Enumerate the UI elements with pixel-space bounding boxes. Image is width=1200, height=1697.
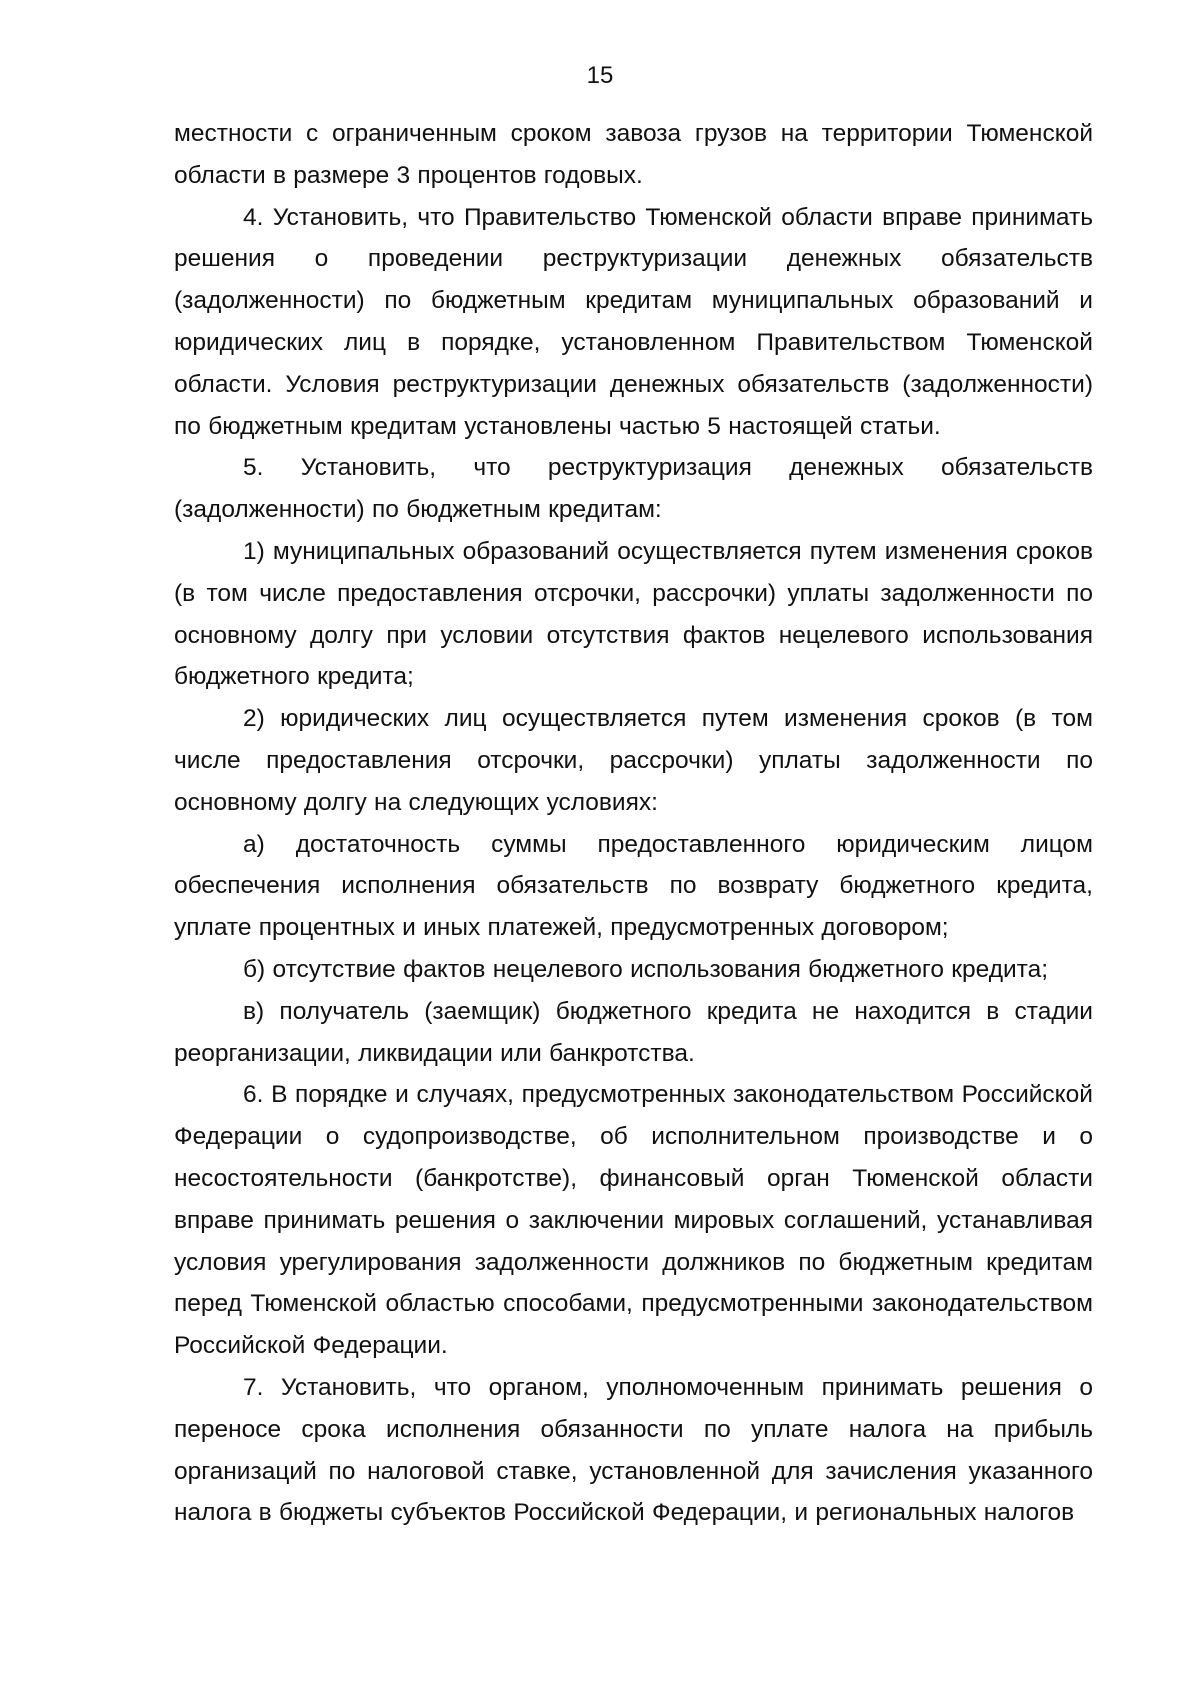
subitem-1: 1) муниципальных образований осуществляется путем изменения сроков (в том числе предоставления отсрочки, рассрочки) уплаты задолженности по основному долгу при условии отсутствия фактов нецелевого использования бюджетного кредита;	[174, 537, 1093, 691]
subitem-b: б) отсутствие фактов нецелевого использования бюджетного кредита;	[243, 955, 1049, 983]
paragraph-item-7: 7. Установить, что органом, уполномоченным принимать решения о переносе срока исполнения обязанности по уплате налога на прибыль организаций по налоговой ставке, установленной для зачисления указанного налога в бюджеты субъектов Российской Федерации, и региональных налогов	[174, 1373, 1093, 1527]
paragraph-item-6: 6. В порядке и случаях, предусмотренных законодательством Российской Федерации о судопроизводстве, об исполнительном производстве и о несостоятельности (банкротстве), финансовый орган Тюменской области вправе принимать решения о заключении мировых соглашений, устанавливая условия урегулирования задолженности должников по бюджетным кредитам перед Тюменской областью способами, предусмотренными законодательством Российской Федерации.	[174, 1081, 1093, 1360]
paragraph-continuation: местности с ограниченным сроком завоза грузов на территории Тюменской области в размере 3 процентов годовых.	[174, 120, 1093, 189]
paragraph-item-5: 5. Установить, что реструктуризация денежных обязательств (задолженности) по бюджетным кредитам:	[174, 454, 1093, 524]
page-number: 15	[586, 62, 614, 89]
subitem-a: а) достаточность суммы предоставленного юридическим лицом обеспечения исполнения обязательств по возврату бюджетного кредита, уплате процентных и иных платежей, предусмотренных договором;	[174, 830, 1093, 942]
document-body	[174, 113, 1093, 1534]
paragraph-item-4: 4. Установить, что Правительство Тюменской области вправе принимать решения о проведении реструктуризации денежных обязательств (задолженности) по бюджетным кредитам муниципальных образований и юридических лиц в порядке, установленном Правительством Тюменской области. Условия реструктуризации денежных обязательств (задолженности) по бюджетным кредитам установлены частью 5 настоящей статьи.	[174, 203, 1093, 440]
subitem-2: 2) юридических лиц осуществляется путем изменения сроков (в том числе предоставления отсрочки, рассрочки) уплаты задолженности по основному долгу на следующих условиях:	[174, 705, 1093, 816]
subitem-v: в) получатель (заемщик) бюджетного кредита не находится в стадии реорганизации, ликвидации или банкротства.	[174, 997, 1093, 1067]
